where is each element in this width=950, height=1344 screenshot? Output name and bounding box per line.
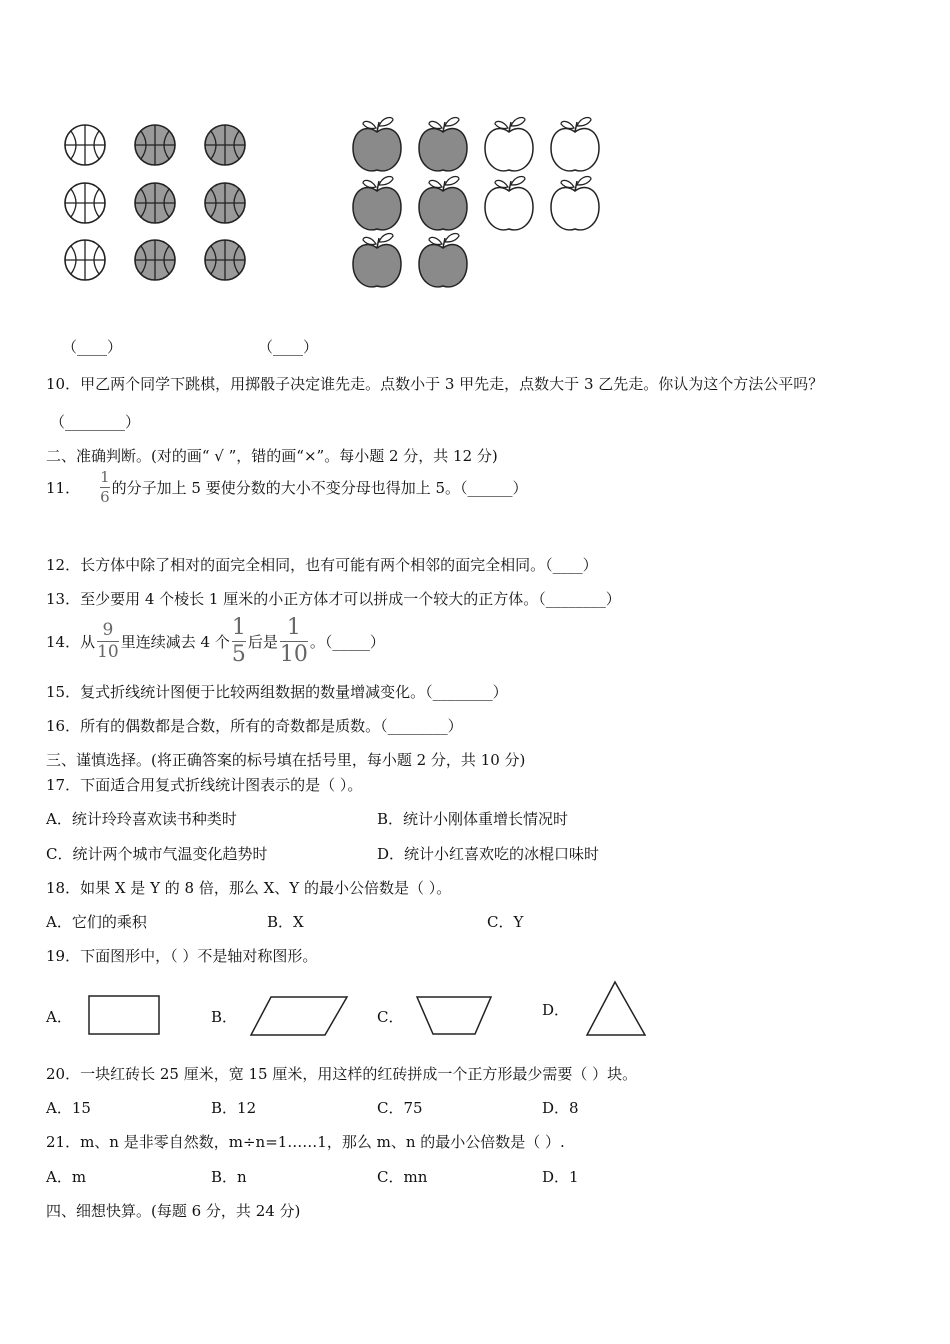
option-c-label: C． bbox=[377, 1007, 404, 1026]
basketball-icon bbox=[65, 183, 105, 223]
rectangle-shape bbox=[88, 994, 164, 1038]
basketball-icon bbox=[205, 240, 245, 280]
question-20: 20．一块红砖长 25 厘米，宽 15 厘米，用这样的红砖拼成一个正方形最少需要（ ）块。 bbox=[46, 1065, 638, 1083]
question-20-option-b[interactable]: B．12 bbox=[211, 1099, 257, 1117]
section-4-title: 四、细想快算。(每题 6 分，共 24 分) bbox=[46, 1202, 301, 1220]
apple-icon bbox=[551, 177, 599, 230]
question-20-option-d[interactable]: D．8 bbox=[542, 1099, 579, 1117]
question-21-option-c[interactable]: C．mn bbox=[377, 1168, 428, 1186]
fraction-one-tenth: $\frac{1}{10}$ bbox=[279, 615, 308, 667]
triangle-shape bbox=[585, 980, 649, 1038]
question-19-option-d[interactable] bbox=[542, 980, 649, 1038]
question-11-text: 的分子加上 5 要使分数的大小不变分母也得加上 5。（______） bbox=[111, 479, 528, 497]
question-20-option-c[interactable]: C．75 bbox=[377, 1099, 423, 1117]
question-16: 16．所有的偶数都是合数，所有的奇数都是质数。（________） bbox=[46, 717, 463, 735]
question-17-option-d[interactable]: D．统计小红喜欢吃的冰棍口味时 bbox=[377, 845, 600, 863]
question-20-option-a[interactable]: A．15 bbox=[46, 1099, 91, 1117]
question-21-option-d[interactable]: D．1 bbox=[542, 1168, 579, 1186]
question-10-blank[interactable]: （________） bbox=[50, 413, 141, 431]
question-17-option-a[interactable]: A．统计玲玲喜欢读书种类时 bbox=[46, 810, 237, 828]
fraction-one-sixth: $\frac{1}{6}$ bbox=[100, 468, 110, 506]
question-11-number: 11． bbox=[46, 479, 81, 497]
question-14-mid2-text: 后是 bbox=[247, 633, 278, 651]
question-14-tail-text: 。（_____） bbox=[309, 633, 385, 651]
apple-icon bbox=[419, 177, 467, 230]
question-13: 13．至少要用 4 个棱长 1 厘米的小正方体才可以拼成一个较大的正方体。（________） bbox=[46, 590, 621, 608]
apple-picture bbox=[345, 110, 615, 295]
question-11 bbox=[46, 470, 528, 505]
question-14 bbox=[46, 617, 385, 666]
option-b-label: B． bbox=[211, 1007, 238, 1026]
question-15: 15．复式折线统计图便于比较两组数据的数量增减变化。（________） bbox=[46, 683, 508, 701]
apple-icon bbox=[353, 118, 401, 171]
question-17-option-b[interactable]: B．统计小刚体重增长情况时 bbox=[377, 810, 569, 828]
fraction-one-fifth: $\frac{1}{5}$ bbox=[231, 615, 246, 667]
question-14-mid-text: 里连续减去 4 个 bbox=[120, 633, 230, 651]
question-12: 12．长方体中除了相对的面完全相同，也有可能有两个相邻的面完全相同。（____） bbox=[46, 556, 598, 574]
option-d-label: D． bbox=[542, 1000, 570, 1019]
apple-icon bbox=[419, 118, 467, 171]
fraction-nine-tenths: $\frac{9}{10}$ bbox=[97, 620, 119, 662]
section-2-title: 二、准确判断。(对的画“ √ ”，错的画“×”。每小题 2 分，共 12 分) bbox=[46, 447, 498, 465]
basketball-icon bbox=[205, 183, 245, 223]
basketball-icon bbox=[65, 125, 105, 165]
apple-icon bbox=[485, 177, 533, 230]
apple-icon bbox=[551, 118, 599, 171]
question-17: 17．下面适合用复式折线统计图表示的是（ ）。 bbox=[46, 776, 363, 794]
question-18-option-b[interactable]: B．X bbox=[267, 913, 304, 931]
question-19-option-c[interactable] bbox=[377, 994, 495, 1038]
basketball-answer-blank[interactable]: （____） bbox=[62, 338, 123, 356]
apple-icon bbox=[419, 234, 467, 287]
question-14-number: 14．从 bbox=[46, 633, 96, 651]
question-18: 18．如果 X 是 Y 的 8 倍，那么 X、Y 的最小公倍数是（ ）。 bbox=[46, 879, 452, 897]
question-19: 19．下面图形中，（ ）不是轴对称图形。 bbox=[46, 947, 318, 965]
apple-icon bbox=[353, 234, 401, 287]
question-17-option-c[interactable]: C．统计两个城市气温变化趋势时 bbox=[46, 845, 268, 863]
question-19-option-b[interactable] bbox=[211, 994, 349, 1038]
question-19-option-a[interactable] bbox=[46, 994, 164, 1038]
trapezoid-shape bbox=[415, 994, 495, 1038]
basketball-icon bbox=[65, 240, 105, 280]
apple-icon bbox=[353, 177, 401, 230]
question-21-option-b[interactable]: B．n bbox=[211, 1168, 247, 1186]
parallelogram-shape bbox=[249, 994, 349, 1038]
question-10: 10．甲乙两个同学下跳棋，用掷骰子决定谁先走。点数小于 3 甲先走，点数大于 3 乙先走。你认为这个方法公平吗？ bbox=[46, 375, 824, 393]
apple-icon bbox=[485, 118, 533, 171]
apple-answer-blank[interactable]: （____） bbox=[258, 338, 319, 356]
basketball-picture bbox=[55, 115, 265, 295]
option-a-label: A． bbox=[46, 1007, 72, 1026]
basketball-icon bbox=[205, 125, 245, 165]
basketball-icon bbox=[135, 240, 175, 280]
basketball-icon bbox=[135, 183, 175, 223]
section-3-title: 三、谨慎选择。(将正确答案的标号填在括号里，每小题 2 分，共 10 分) bbox=[46, 751, 526, 769]
question-18-option-c[interactable]: C．Y bbox=[487, 913, 524, 931]
question-21-option-a[interactable]: A．m bbox=[46, 1168, 87, 1186]
basketball-icon bbox=[135, 125, 175, 165]
question-21: 21．m、n 是非零自然数，m÷n=1……1，那么 m、n 的最小公倍数是（ ）. bbox=[46, 1133, 565, 1151]
question-18-option-a[interactable]: A．它们的乘积 bbox=[46, 913, 147, 931]
